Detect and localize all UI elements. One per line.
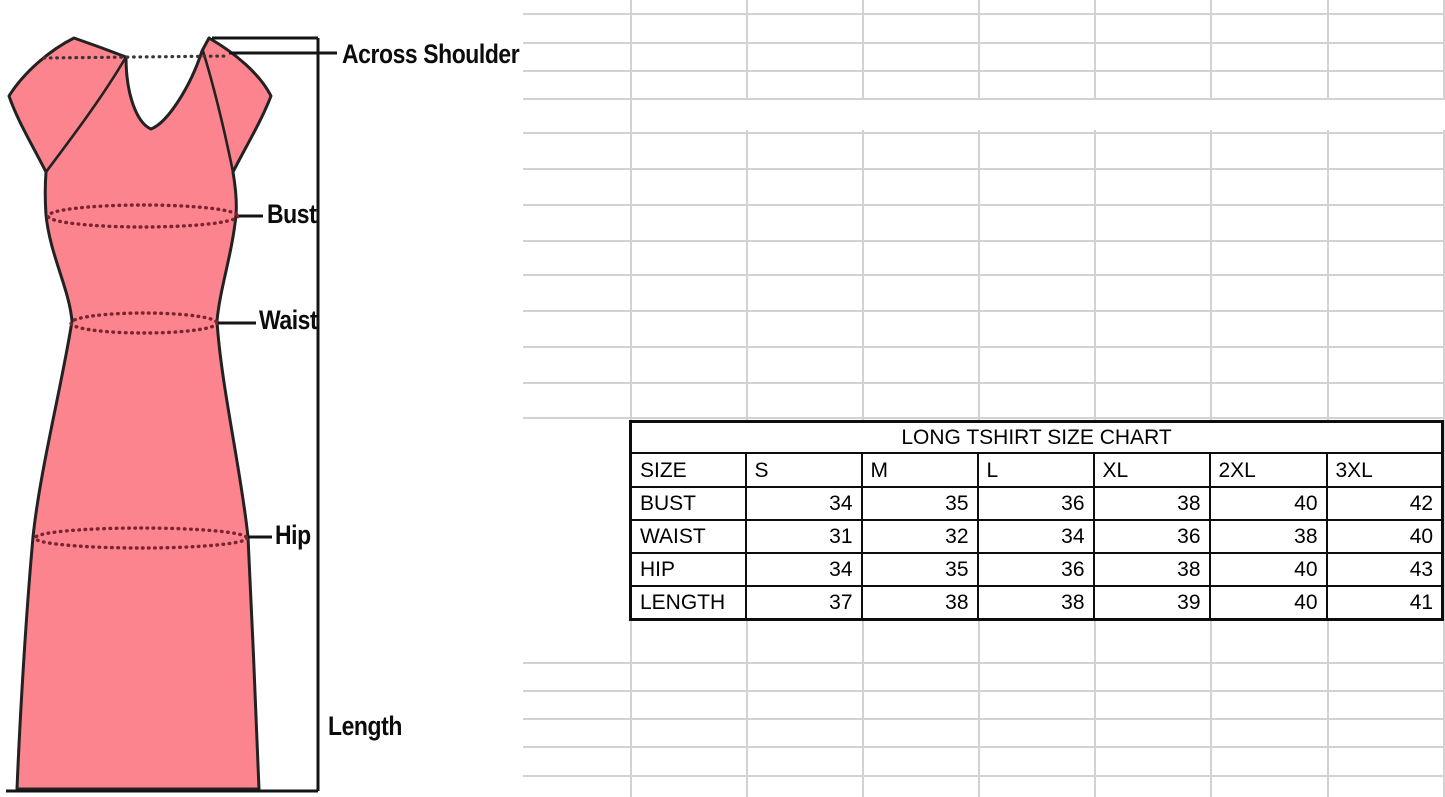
cell-value[interactable]: 36: [978, 487, 1094, 520]
dress-body: [9, 38, 271, 789]
spreadsheet-gridline-horizontal: [522, 13, 1445, 15]
cell-value[interactable]: 35: [862, 487, 978, 520]
table-row-hip: [631, 553, 1443, 586]
spreadsheet-gridline-horizontal: [522, 240, 1445, 242]
header-cell-3xl[interactable]: 3XL: [1327, 453, 1443, 487]
table-header-row: [631, 453, 1443, 487]
size-chart-title: LONG TSHIRT SIZE CHART: [631, 422, 1443, 454]
cell-value[interactable]: 36: [1094, 520, 1210, 553]
cell-value[interactable]: 40: [1210, 553, 1327, 586]
bust-label: Bust: [267, 199, 317, 229]
table-row-waist: [631, 520, 1443, 553]
cell-value[interactable]: 34: [746, 487, 862, 520]
spreadsheet-gridline-horizontal: [522, 70, 1445, 72]
spreadsheet-gridline-horizontal: [522, 746, 1445, 748]
cell-value[interactable]: 38: [1210, 520, 1327, 553]
cell-value[interactable]: 38: [1094, 487, 1210, 520]
header-cell-l[interactable]: L: [978, 453, 1094, 487]
row-label-length[interactable]: LENGTH: [631, 586, 746, 620]
spreadsheet-gridline-horizontal: [522, 346, 1445, 348]
spreadsheet-gridline-horizontal: [522, 132, 1445, 134]
table-row-bust: [631, 487, 1443, 520]
header-cell-size[interactable]: SIZE: [631, 453, 746, 487]
spreadsheet-gridline-horizontal: [522, 690, 1445, 692]
length-label: Length: [328, 711, 402, 741]
dress-diagram-svg: [0, 0, 523, 797]
cell-value[interactable]: 40: [1210, 586, 1327, 620]
cell-value[interactable]: 31: [746, 520, 862, 553]
spreadsheet-gridline-horizontal: [522, 168, 1445, 170]
waist-label: Waist: [259, 305, 318, 335]
header-cell-m[interactable]: M: [862, 453, 978, 487]
cell-value[interactable]: 34: [746, 553, 862, 586]
cell-value[interactable]: 41: [1327, 586, 1443, 620]
dress-diagram-panel: [0, 0, 523, 797]
hip-label: Hip: [275, 520, 311, 550]
spreadsheet-gridline-horizontal: [522, 382, 1445, 384]
cell-value[interactable]: 39: [1094, 586, 1210, 620]
spreadsheet-gridline-horizontal: [522, 42, 1445, 44]
spreadsheet-gridline-horizontal: [522, 775, 1445, 777]
size-chart-table: [629, 420, 1444, 621]
table-row-length: [631, 586, 1443, 620]
spreadsheet-gridline-horizontal: [522, 718, 1445, 720]
row-label-hip[interactable]: HIP: [631, 553, 746, 586]
cell-value[interactable]: 38: [862, 586, 978, 620]
cell-value[interactable]: 37: [746, 586, 862, 620]
cell-value[interactable]: 36: [978, 553, 1094, 586]
cell-value[interactable]: 38: [1094, 553, 1210, 586]
spreadsheet-gridline-horizontal: [522, 662, 1445, 664]
cell-value[interactable]: 34: [978, 520, 1094, 553]
cell-value[interactable]: 40: [1210, 487, 1327, 520]
spreadsheet-gridline-horizontal: [522, 417, 1445, 419]
row-label-waist[interactable]: WAIST: [631, 520, 746, 553]
header-cell-2xl[interactable]: 2XL: [1210, 453, 1327, 487]
spreadsheet-gridline-horizontal: [522, 204, 1445, 206]
cell-value[interactable]: 35: [862, 553, 978, 586]
spreadsheet-gridline-horizontal: [522, 274, 1445, 276]
cell-value[interactable]: 40: [1327, 520, 1443, 553]
row-label-bust[interactable]: BUST: [631, 487, 746, 520]
cell-value[interactable]: 32: [862, 520, 978, 553]
cell-value[interactable]: 38: [978, 586, 1094, 620]
header-cell-xl[interactable]: XL: [1094, 453, 1210, 487]
merged-cell-band: [632, 100, 1445, 130]
spreadsheet-gridline-horizontal: [522, 310, 1445, 312]
cell-value[interactable]: 42: [1327, 487, 1443, 520]
across-shoulder-label: Across Shoulder: [342, 39, 520, 69]
header-cell-s[interactable]: S: [746, 453, 862, 487]
cell-value[interactable]: 43: [1327, 553, 1443, 586]
